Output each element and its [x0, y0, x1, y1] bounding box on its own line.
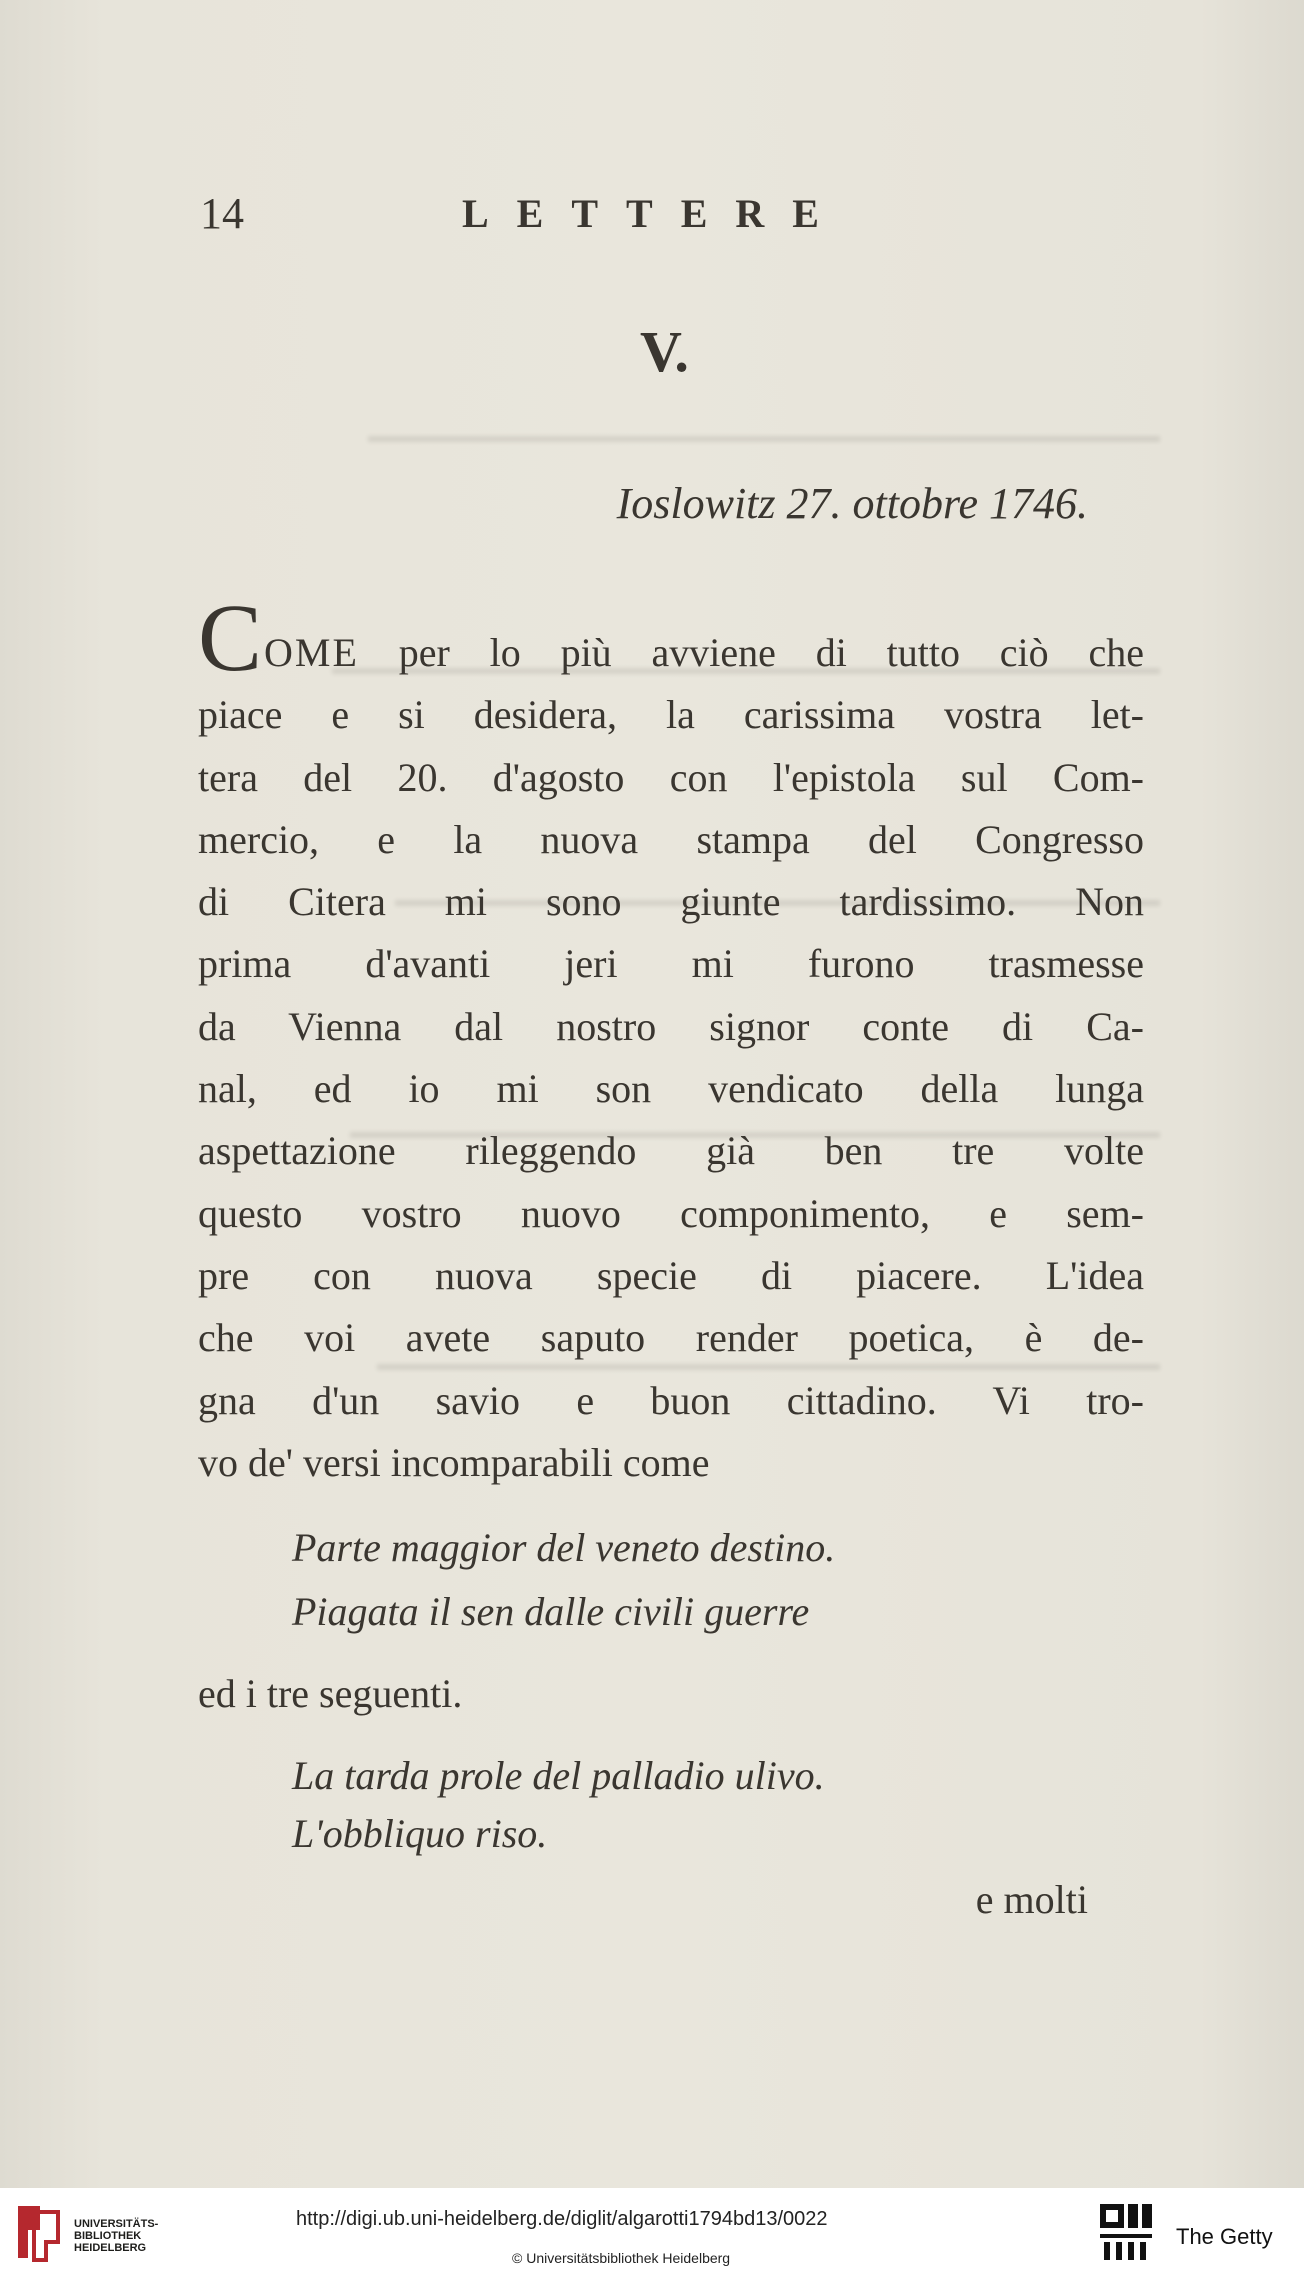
- body-line: nal, ed io mi son vendicato della lunga: [198, 1066, 1144, 1112]
- viewer-footer: [0, 2188, 1304, 2280]
- catchword: e molti: [975, 1877, 1088, 1922]
- letter-body: [198, 584, 1144, 1494]
- bleed-line: [368, 374, 1160, 442]
- body-line: di Citera mi sono giunte tardissimo. Non: [198, 879, 1144, 925]
- body-line: pre con nuova specie di piacere. L'idea: [198, 1252, 1144, 1298]
- library-name: UNIVERSITÄTS- BIBLIOTHEK HEIDELBERG: [74, 2218, 159, 2254]
- verse-line: Parte maggior del veneto destino.: [292, 1525, 836, 1570]
- body-line: gna d'un savio e buon cittadino. Vi tro-: [198, 1377, 1144, 1423]
- body-line: mercio, e la nuova stampa del Congresso: [198, 816, 1144, 862]
- verse-line: Piagata il sen dalle civili guerre: [292, 1589, 810, 1634]
- copyright-notice: © Universitätsbibliothek Heidelberg: [512, 2250, 731, 2266]
- body-line: questo vostro nuovo componimento, e sem-: [198, 1190, 1144, 1236]
- ub-heidelberg-logo[interactable]: [14, 2202, 174, 2266]
- body-line-first: [198, 584, 1144, 691]
- letter-numeral: V.: [640, 319, 689, 384]
- body-line: da Vienna dal nostro signor conte di Ca-: [198, 1003, 1144, 1049]
- running-head: LETTERE: [462, 191, 847, 236]
- getty-logo[interactable]: [1096, 2200, 1296, 2270]
- body-line: vo de' versi incomparabili come: [198, 1439, 710, 1485]
- verse-line: La tarda prole del palladio ulivo.: [292, 1753, 825, 1798]
- body-line: tera del 20. d'agosto con l'epistola sul Com-: [198, 754, 1144, 800]
- getty-label: The Getty: [1176, 2224, 1273, 2249]
- verse-line: L'obbliquo riso.: [292, 1811, 548, 1856]
- dateline: Ioslowitz 27. ottobre 1746.: [616, 479, 1088, 528]
- permalink-url[interactable]: http://digi.ub.uni-heidelberg.de/diglit/algarotti1794bd13/0022: [296, 2208, 828, 2230]
- body-line: che voi avete saputo render poetica, è de-: [198, 1315, 1144, 1361]
- page-number: 14: [200, 189, 244, 238]
- body-line: prima d'avanti jeri mi furono trasmesse: [198, 941, 1144, 987]
- body-line: aspettazione rileggendo già ben tre volte: [198, 1128, 1144, 1174]
- ub-heidelberg-emblem-icon: [14, 2202, 66, 2262]
- first-word-rest: OME: [264, 630, 359, 675]
- body-line: piace e si desidera, la carissima vostra let-: [198, 692, 1144, 738]
- interlude-line: ed i tre seguenti.: [198, 1671, 463, 1716]
- first-line-rest: per lo più avviene di tutto ciò che: [358, 630, 1144, 675]
- getty-emblem-icon: [1096, 2200, 1156, 2264]
- drop-cap: C: [198, 584, 263, 691]
